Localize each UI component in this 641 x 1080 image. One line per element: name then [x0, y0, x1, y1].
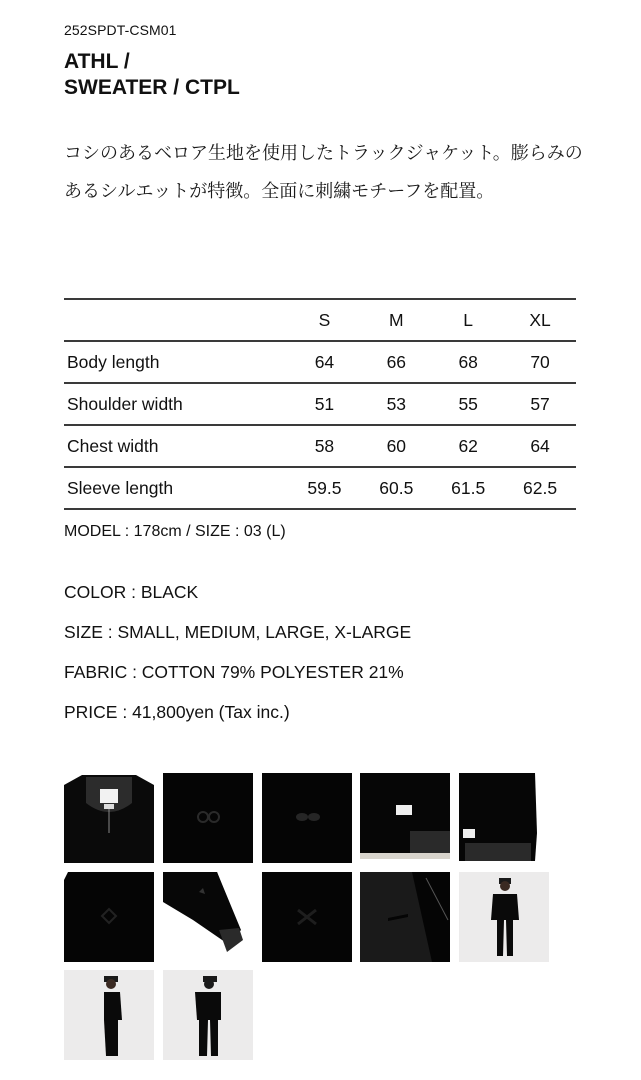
embroidery-image: [262, 872, 352, 962]
table-cell: 57: [504, 383, 576, 425]
pocket-image: [360, 872, 450, 962]
table-row: [64, 341, 576, 383]
table-row: [64, 383, 576, 425]
thumbnail-embroidery-detail-2[interactable]: [262, 773, 352, 863]
model-info: MODEL : 178cm / SIZE : 03 (L): [64, 523, 286, 540]
table-cell: 61.5: [432, 467, 504, 509]
row-label-body-length: Body length: [64, 341, 288, 383]
thumbnail-embroidery-detail-4[interactable]: [262, 872, 352, 962]
size-chart-table: [64, 298, 576, 510]
thumbnail-model-front[interactable]: [459, 872, 549, 962]
thumbnail-model-side[interactable]: [64, 970, 154, 1060]
table-cell: 60.5: [360, 467, 432, 509]
product-title: [64, 49, 240, 101]
table-cell: 64: [504, 425, 576, 467]
table-cell: 66: [360, 341, 432, 383]
table-row: [64, 467, 576, 509]
table-cell: 58: [288, 425, 360, 467]
embroidery-image: [262, 773, 352, 863]
hem-label-image: [360, 773, 450, 863]
table-cell: 68: [432, 341, 504, 383]
product-description: コシのあるベロア生地を使用したトラックジャケット。膨らみのあるシルエットが特徴。全面に刺繍モチーフを配置。: [64, 143, 583, 202]
size-header-s: S: [288, 299, 360, 341]
row-label-shoulder-width: Shoulder width: [64, 383, 288, 425]
thumbnail-side-hem-label-detail[interactable]: [459, 773, 549, 863]
table-row: [64, 425, 576, 467]
thumbnail-pocket-detail[interactable]: [360, 872, 450, 962]
row-label-sleeve-length: Sleeve length: [64, 467, 288, 509]
thumbnail-sleeve-cuff-detail[interactable]: [163, 872, 253, 962]
size-header-l: L: [432, 299, 504, 341]
table-cell: 62: [432, 425, 504, 467]
spec-size: SIZE : SMALL, MEDIUM, LARGE, X-LARGE: [64, 622, 412, 642]
size-chart-header-row: [64, 299, 576, 341]
spec-color: COLOR : BLACK: [64, 582, 199, 602]
size-header-xl: XL: [504, 299, 576, 341]
row-label-chest-width: Chest width: [64, 425, 288, 467]
thumbnail-model-back[interactable]: [163, 970, 253, 1060]
side-label-image: [459, 773, 549, 863]
thumbnail-hem-label-detail[interactable]: [360, 773, 450, 863]
table-cell: 59.5: [288, 467, 360, 509]
table-cell: 70: [504, 341, 576, 383]
sleeve-cuff-image: [163, 872, 253, 962]
spec-price: PRICE : 41,800yen (Tax inc.): [64, 702, 290, 722]
spec-fabric: FABRIC : COTTON 79% POLYESTER 21%: [64, 662, 404, 682]
product-sku: 252SPDT-CSM01: [64, 22, 177, 38]
product-title-line1: ATHL /: [64, 50, 130, 73]
table-cell: 55: [432, 383, 504, 425]
model-back-image: [163, 970, 253, 1060]
table-cell: 60: [360, 425, 432, 467]
size-chart-header-blank: [64, 299, 288, 341]
table-cell: 53: [360, 383, 432, 425]
model-side-image: [64, 970, 154, 1060]
product-title-line2: SWEATER / CTPL: [64, 76, 240, 99]
jacket-collar-image: [64, 773, 154, 863]
thumbnail-embroidery-detail-3[interactable]: [64, 872, 154, 962]
thumbnail-embroidery-detail-1[interactable]: [163, 773, 253, 863]
size-header-m: M: [360, 299, 432, 341]
embroidery-image: [64, 872, 154, 962]
embroidery-image: [163, 773, 253, 863]
table-cell: 62.5: [504, 467, 576, 509]
model-front-image: [459, 872, 549, 962]
product-specs: [64, 580, 411, 740]
table-cell: 64: [288, 341, 360, 383]
thumbnail-collar-detail[interactable]: [64, 773, 154, 863]
table-cell: 51: [288, 383, 360, 425]
